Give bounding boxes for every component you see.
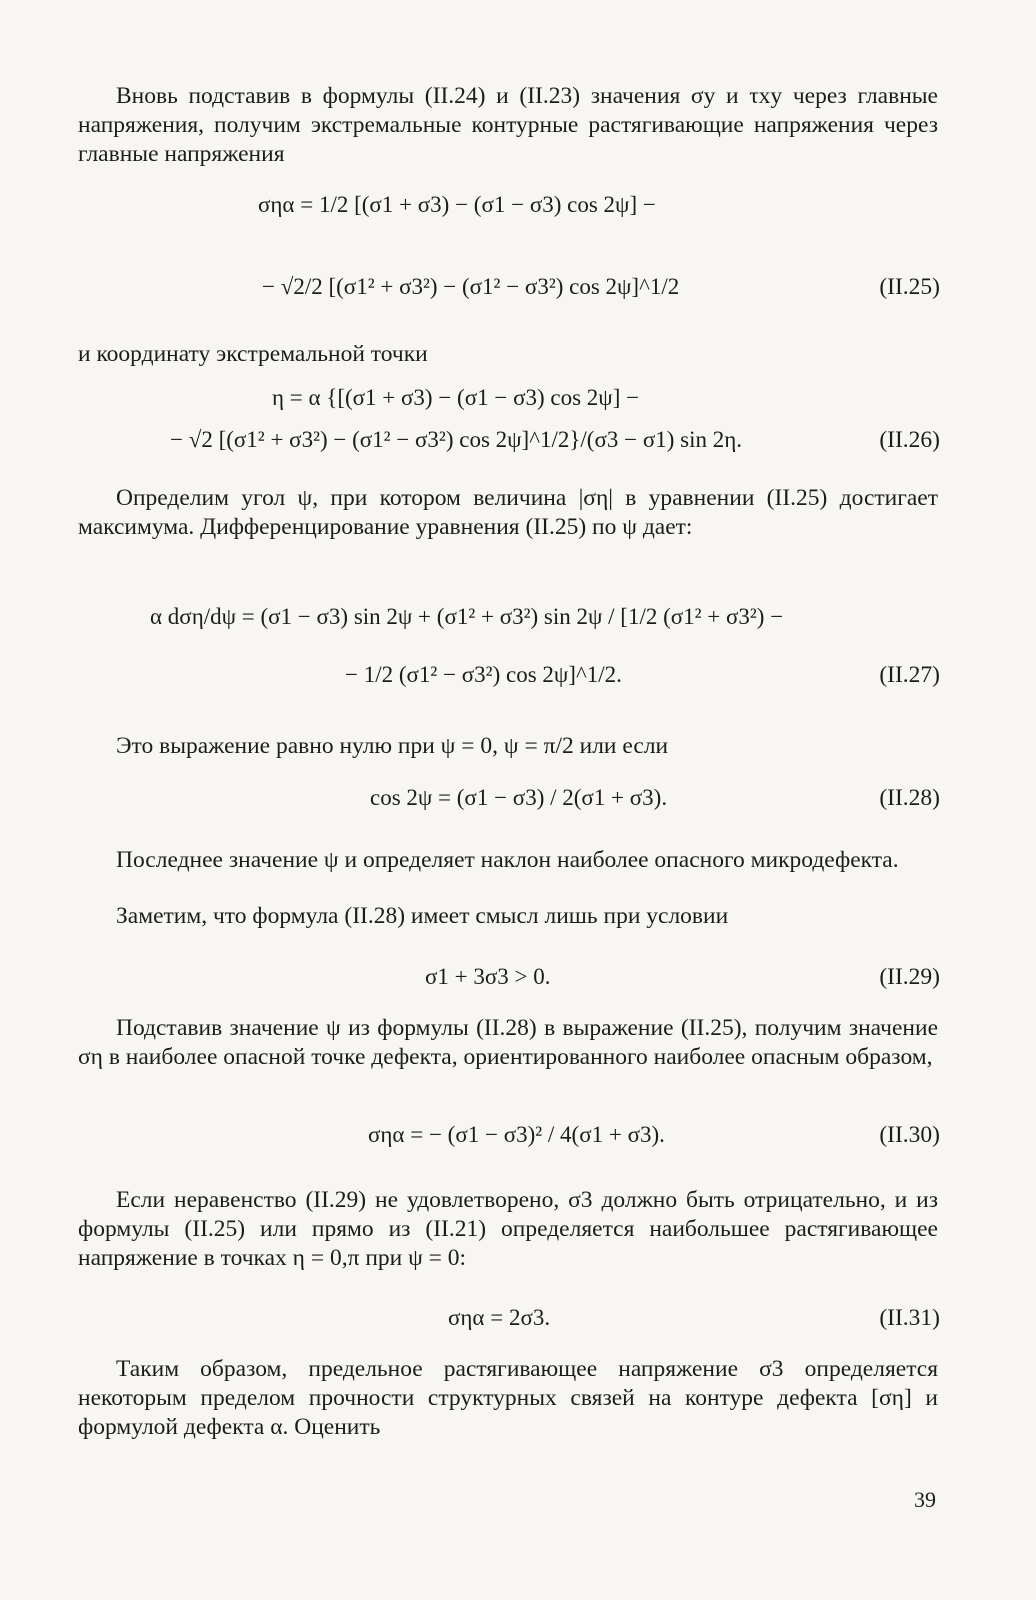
equation-26-line-2: − √2 [(σ1² + σ3²) − (σ1² − σ3²) cos 2ψ]^1/2}/(σ3 − σ1) sin 2η. xyxy=(170,427,743,452)
equation-28: cos 2ψ = (σ1 − σ3) / 2(σ1 + σ3). xyxy=(370,785,668,810)
equation-27-line-2: − 1/2 (σ1² − σ3²) cos 2ψ]^1/2. xyxy=(345,662,622,687)
paragraph-zero: Это выражение равно нулю при ψ = 0, ψ = π/2 или если xyxy=(116,733,669,759)
paragraph-last-value: Последнее значение ψ и определяет наклон наиболее опасного микродефекта. xyxy=(116,847,899,873)
paragraph-inequality: Если неравенство (II.29) не удовлетворено, σ3 должно быть отрицательно, и из формулы (II.25) или прямо из (II.21) определяется наибольшее растягивающее напряжение в точках η = 0,π при ψ = 0: xyxy=(78,1187,938,1271)
equation-number-25: (II.25) xyxy=(879,274,940,300)
paragraph-intro: Вновь подставив в формулы (II.24) и (II.23) значения σy и τxy через главные напряжения, получим экстремальные контурные растягивающие напряжения через главные напряжения xyxy=(78,83,938,167)
page-number: 39 xyxy=(914,1487,936,1512)
equation-number-27: (II.27) xyxy=(879,662,940,688)
paragraph-coordinate: и координату экстремальной точки xyxy=(78,341,428,367)
equation-number-30: (II.30) xyxy=(879,1122,940,1148)
equation-31: σηα = 2σ3. xyxy=(448,1305,551,1330)
equation-number-26: (II.26) xyxy=(879,427,940,453)
equation-number-29: (II.29) xyxy=(879,964,940,990)
paragraph-condition: Заметим, что формула (II.28) имеет смысл лишь при условии xyxy=(116,903,729,929)
paragraph-angle: Определим угол ψ, при котором величина |ση| в уравнении (II.25) достигает максимума. Дифференцирование уравнения (II.25) по ψ дает: xyxy=(78,485,938,540)
equation-number-31: (II.31) xyxy=(879,1305,940,1331)
equation-25-line-1: σηα = 1/2 [(σ1 + σ3) − (σ1 − σ3) cos 2ψ] − xyxy=(258,192,656,217)
equation-25-line-2: − √2/2 [(σ1² + σ3²) − (σ1² − σ3²) cos 2ψ]^1/2 xyxy=(262,274,680,299)
equation-29: σ1 + 3σ3 > 0. xyxy=(425,964,551,989)
equation-number-28: (II.28) xyxy=(879,785,940,811)
equation-27-line-1: α dση/dψ = (σ1 − σ3) sin 2ψ + (σ1² + σ3²) sin 2ψ / [1/2 (σ1² + σ3²) − xyxy=(150,604,784,629)
equation-30: σηα = − (σ1 − σ3)² / 4(σ1 + σ3). xyxy=(368,1122,665,1147)
equation-26-line-1: η = α {[(σ1 + σ3) − (σ1 − σ3) cos 2ψ] − xyxy=(272,385,640,410)
paragraph-conclusion: Таким образом, предельное растягивающее напряжение σ3 определяется некоторым пределом прочности структурных связей на контуре дефекта [ση] и формулой дефекта α. Оценить xyxy=(78,1356,938,1440)
paragraph-substitution: Подставив значение ψ из формулы (II.28) в выражение (II.25), получим значение ση в наиболее опасной точке дефекта, ориентированного наиболее опасным образом, xyxy=(78,1015,938,1070)
